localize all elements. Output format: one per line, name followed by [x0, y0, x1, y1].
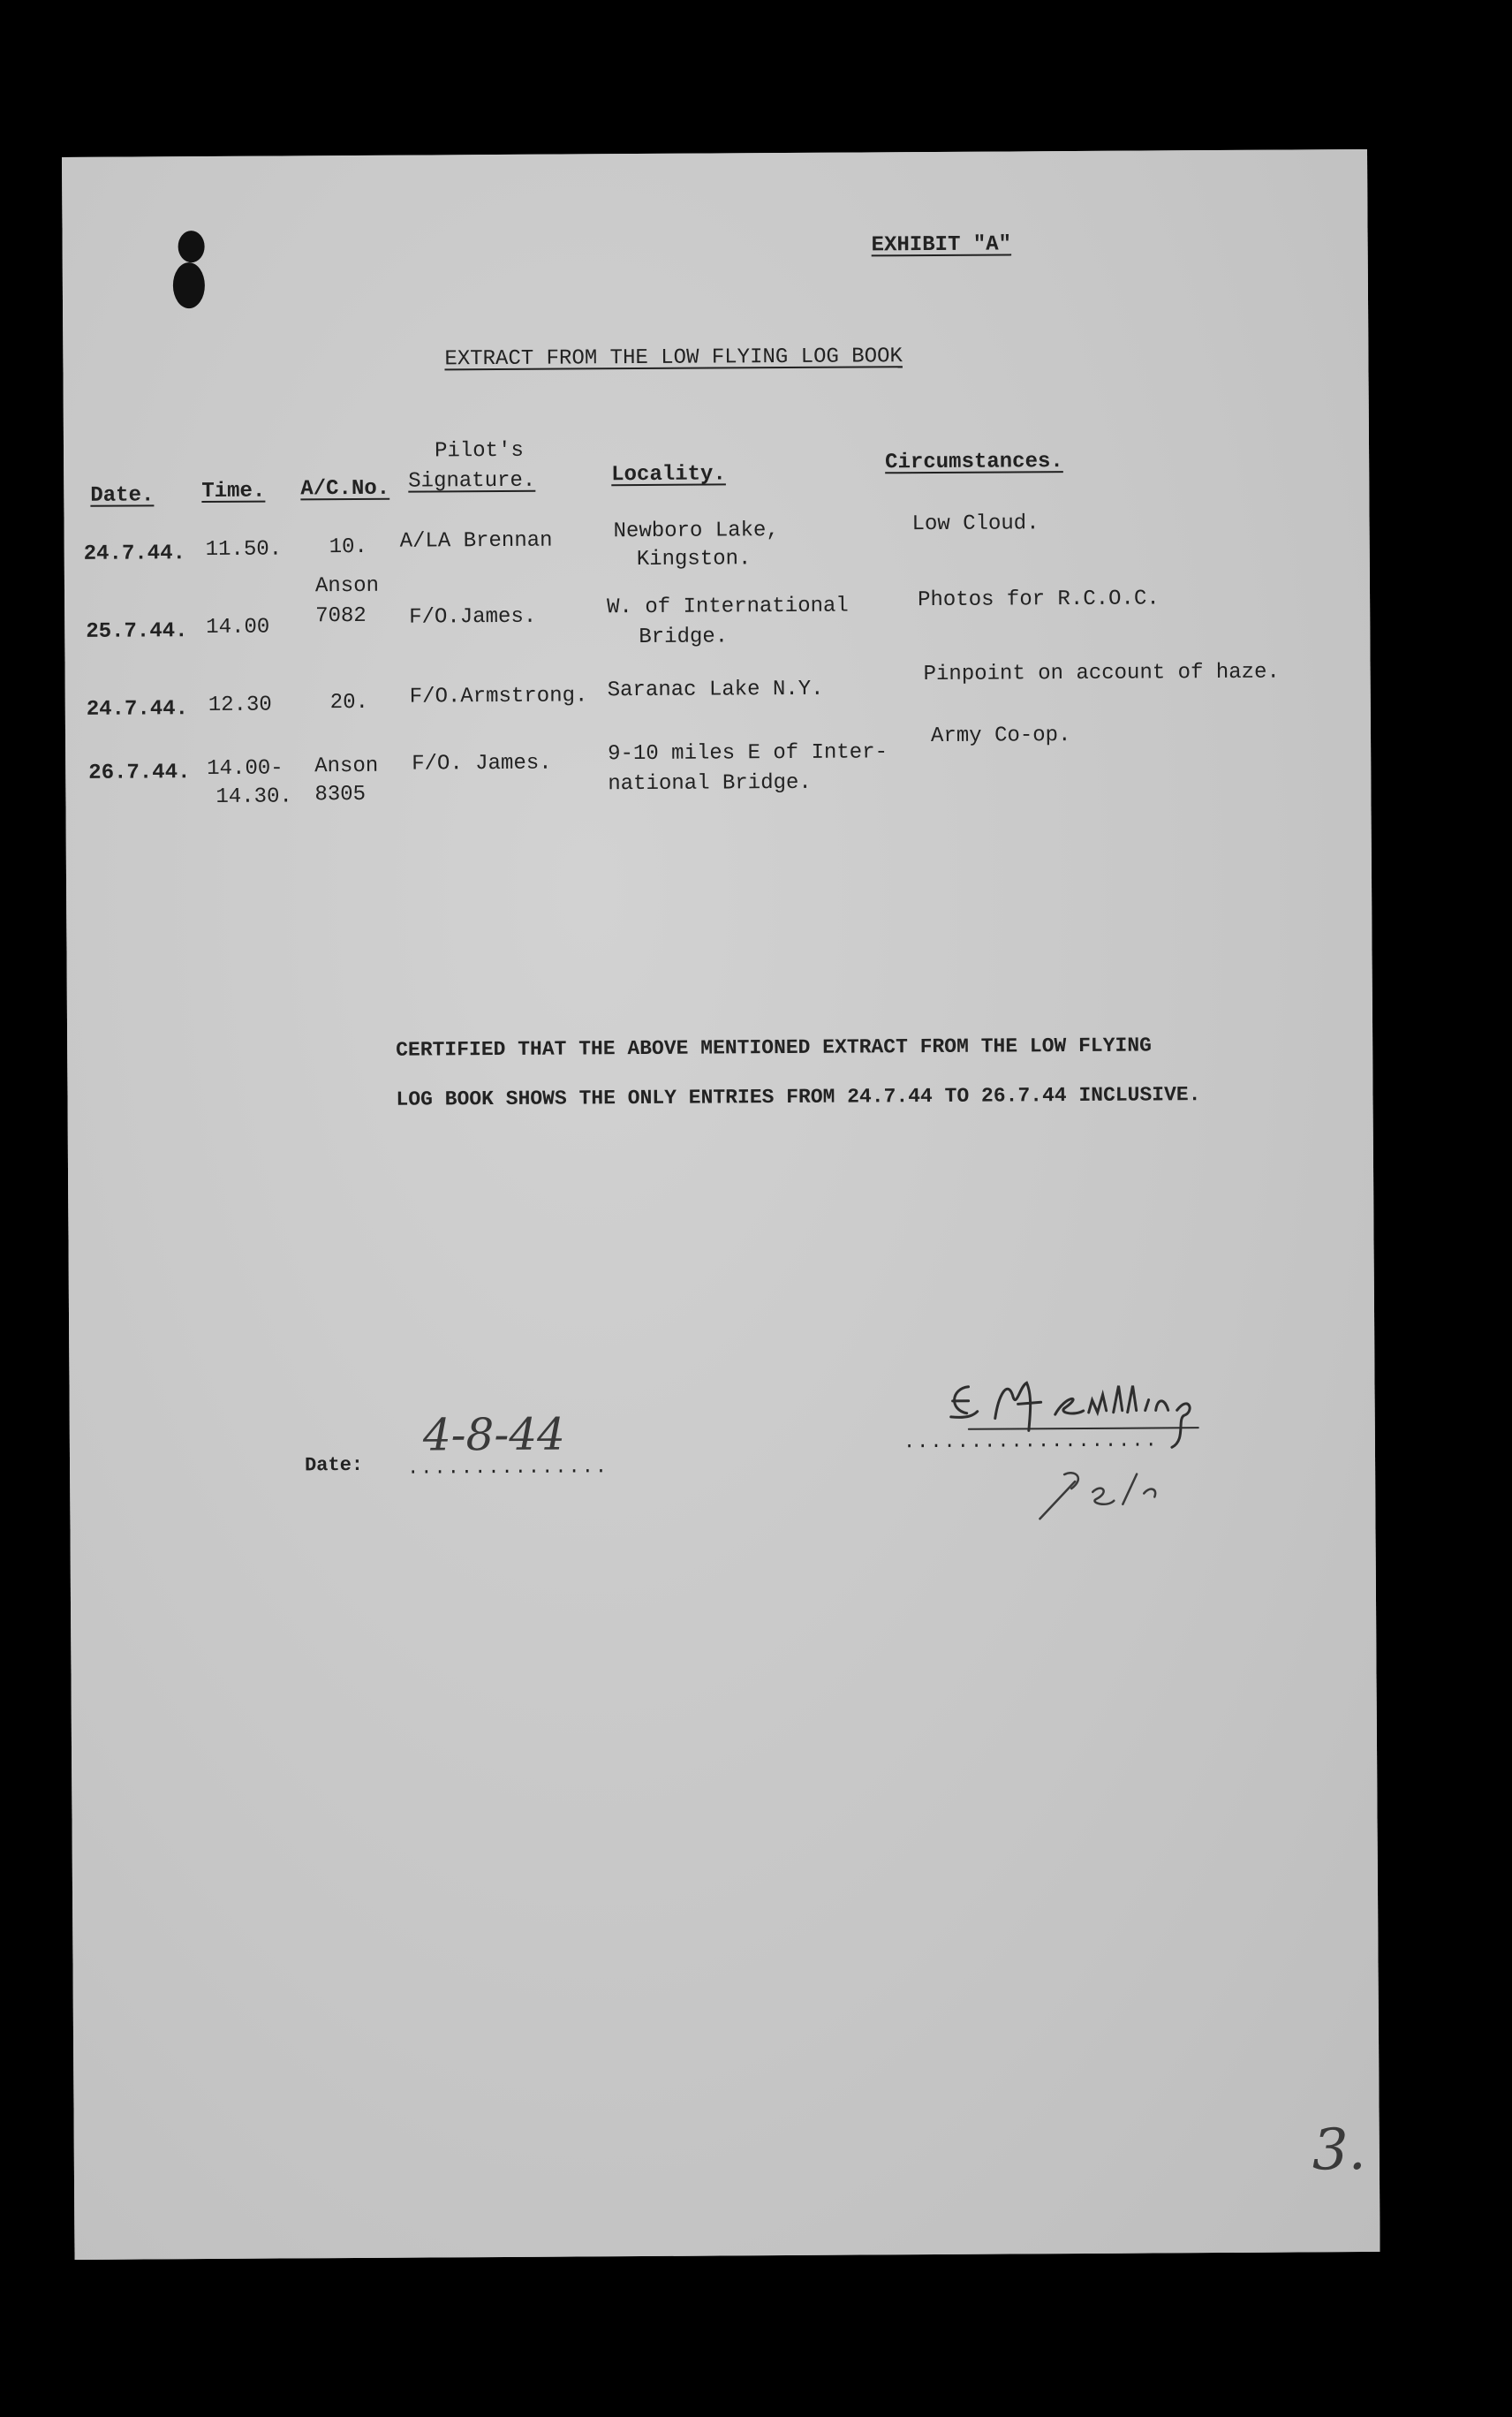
certification-line-1: CERTIFIED THAT THE ABOVE MENTIONED EXTRACT FROM THE LOW FLYING [396, 1034, 1152, 1062]
row-1-locality-line2: Kingston. [636, 547, 752, 572]
column-header-circumstances: Circumstances. [885, 450, 1063, 475]
signature-text [1024, 1520, 1031, 1521]
row-3-ac: 20. [329, 690, 369, 716]
row-4-ac-number: 8305 [314, 782, 367, 807]
punch-hole [164, 227, 218, 315]
row-4-time-end: 14.30. [215, 784, 292, 809]
column-header-ac-no: A/C.No. [300, 476, 390, 502]
row-2-time: 14.00 [206, 615, 270, 640]
date-dotted-line: ............... [406, 1456, 609, 1480]
column-header-time: Time. [201, 479, 266, 504]
row-2-circumstances: Photos for R.C.O.C. [917, 587, 1160, 613]
row-3-circumstances: Pinpoint on account of haze. [923, 660, 1280, 687]
row-2-locality-line1: W. of International [607, 594, 849, 620]
row-1-ac: 10. [329, 534, 368, 560]
row-4-locality-line2: national Bridge. [608, 770, 812, 797]
initials-text [1024, 1522, 1026, 1523]
row-3-pilot: F/O.Armstrong. [409, 684, 588, 709]
row-4-time-start: 14.00- [207, 756, 284, 782]
signature-dotted-line: ................... [903, 1429, 1159, 1454]
date-label: Date: [304, 1453, 364, 1477]
row-3-locality: Saranac Lake N.Y. [607, 677, 824, 703]
handwritten-date: 4-8-44 [422, 1408, 566, 1461]
row-2-ac-type: Anson [314, 573, 380, 599]
column-header-locality: Locality. [611, 462, 726, 488]
row-4-date: 26.7.44. [88, 761, 191, 785]
row-1-locality-line1: Newboro Lake, [613, 519, 779, 544]
column-header-date: Date. [90, 483, 155, 508]
row-4-pilot: F/O. James. [412, 751, 552, 777]
page-number: 3. [1312, 2118, 1367, 2184]
row-2-date: 25.7.44. [86, 619, 188, 644]
exhibit-label: EXHIBIT "A" [871, 232, 1012, 258]
signature-image [933, 1358, 1340, 1537]
row-1-date: 24.7.44. [83, 542, 186, 566]
row-3-time: 12.30 [208, 693, 272, 717]
column-header-pilot-line1: Pilot's [434, 438, 524, 464]
row-1-circumstances: Low Cloud. [911, 511, 1040, 537]
column-header-pilot-line2: Signature. [408, 468, 536, 494]
row-3-date: 24.7.44. [86, 697, 189, 722]
row-2-ac: 7082 [315, 603, 367, 629]
row-4-ac-type: Anson [314, 754, 379, 779]
row-1-time: 11.50. [205, 537, 283, 563]
row-4-circumstances: Army Co-op. [930, 724, 1071, 749]
row-1-pilot: A/LA Brennan [399, 528, 553, 554]
row-4-locality-line1: 9-10 miles E of Inter- [608, 740, 888, 767]
row-2-locality-line2: Bridge. [639, 625, 729, 650]
certification-line-2: LOG BOOK SHOWS THE ONLY ENTRIES FROM 24.7.44 TO 26.7.44 INCLUSIVE. [396, 1083, 1201, 1111]
row-2-pilot: F/O.James. [409, 604, 537, 630]
document-heading: EXTRACT FROM THE LOW FLYING LOG BOOK [444, 345, 903, 372]
document-page [62, 149, 1380, 2260]
